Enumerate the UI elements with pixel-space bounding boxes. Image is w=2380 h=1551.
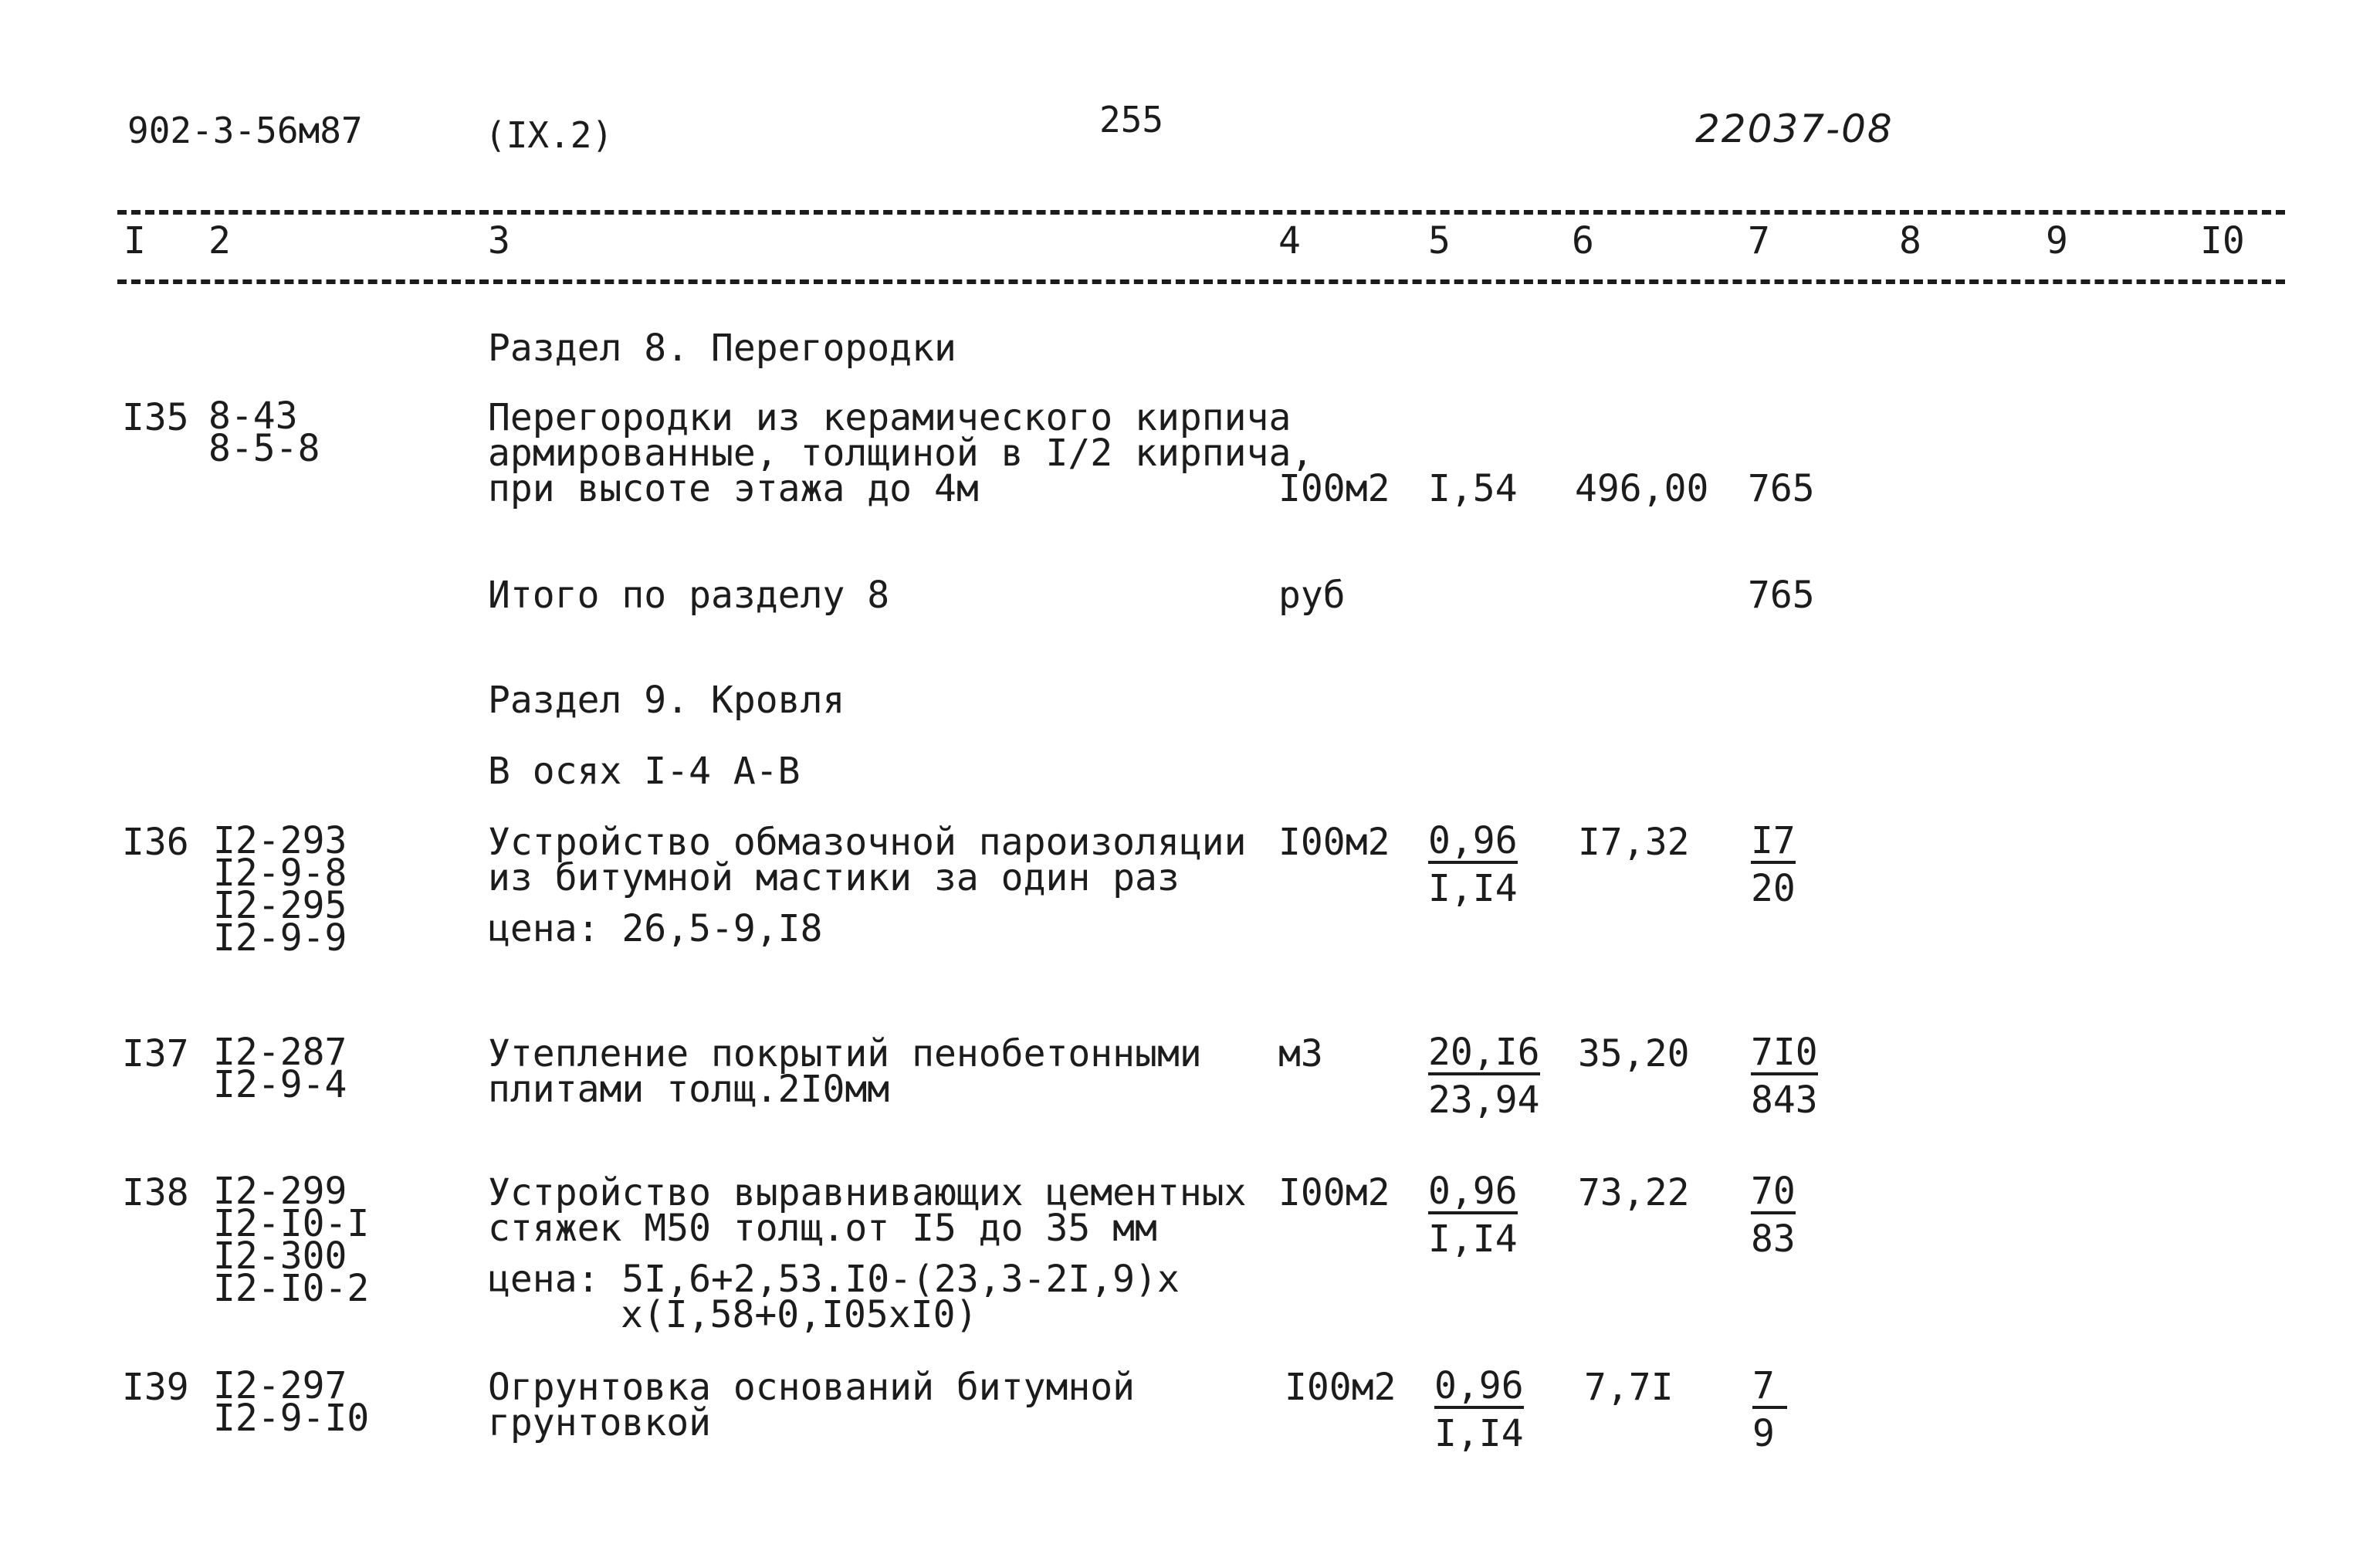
row-135-desc-line-3: при высоте этажа до 4м (488, 467, 979, 510)
row-137-code-2: I2-9-4 (213, 1063, 347, 1106)
row-136-description (488, 821, 1247, 899)
section-8-total-value: 765 (1748, 574, 1815, 617)
row-139-quantity-bottom: I,I4 (1434, 1412, 1524, 1455)
document-code: 902-3-56м87 (127, 110, 363, 151)
row-139-codes (213, 1364, 370, 1440)
row-135-quantity: I,54 (1428, 467, 1518, 510)
section-9-title: Раздел 9. Кровля (488, 679, 845, 722)
row-138-quantity-bottom: I,I4 (1428, 1217, 1518, 1261)
row-138-desc-line-1: Устройство выравнивающих цементных (488, 1171, 1247, 1214)
row-136-quantity (1428, 817, 1518, 913)
row-138-desc-line-2: стяжек М50 толщ.от I5 до 35 мм (488, 1207, 1157, 1250)
row-135-desc-line-1: Перегородки из керамического кирпича (488, 396, 1292, 439)
row-137-quantity-bottom: 23,94 (1428, 1079, 1540, 1122)
section-8-total-label: Итого по разделу 8 (488, 574, 890, 617)
row-136-quantity-top: 0,96 (1428, 819, 1518, 862)
col-header-1: I (124, 219, 146, 262)
row-138-number: I38 (122, 1171, 189, 1214)
row-136-desc-line-1: Устройство обмазочной пароизоляции (488, 821, 1247, 864)
col-header-5: 5 (1428, 219, 1451, 262)
section-9-subtitle: В осях I-4 А-В (488, 750, 801, 793)
col-header-4: 4 (1278, 219, 1301, 262)
row-137-total-top: 7I0 (1751, 1031, 1818, 1074)
row-137-total-bottom: 843 (1751, 1079, 1818, 1122)
section-code: (IX.2) (485, 114, 614, 156)
row-137-quantity (1428, 1028, 1540, 1124)
row-139-number: I39 (122, 1366, 189, 1409)
row-135-codes (208, 395, 320, 470)
row-137-total (1751, 1028, 1818, 1124)
row-137-unit: м3 (1278, 1032, 1323, 1075)
col-header-10: I0 (2200, 219, 2245, 262)
row-136-code-4: I2-9-9 (213, 916, 347, 960)
row-137-desc-line-1: Утепление покрытий пенобетонными (488, 1032, 1202, 1075)
row-136-code-2: I2-9-8 (213, 852, 347, 895)
col-header-6: 6 (1572, 219, 1594, 262)
row-139-quantity-top: 0,96 (1434, 1364, 1524, 1407)
section-8-total-unit: руб (1278, 574, 1346, 617)
row-139-total (1752, 1362, 1787, 1458)
row-138-code-4: I2-I0-2 (213, 1267, 370, 1310)
col-header-8: 8 (1899, 219, 1921, 262)
row-138-codes (213, 1170, 370, 1310)
row-135-description (488, 396, 1314, 510)
row-139-total-bottom: 9 (1752, 1412, 1775, 1455)
row-138-total-top: 70 (1751, 1170, 1796, 1213)
row-139-desc-line-1: Огрунтовка оснований битумной (488, 1366, 1136, 1409)
row-136-number: I36 (122, 821, 189, 864)
row-135-code-1: 8-43 (208, 395, 298, 438)
row-138-price-note (488, 1258, 1180, 1336)
row-138-unit: I00м2 (1278, 1171, 1390, 1214)
row-137-price: 35,20 (1578, 1032, 1690, 1075)
col-header-7: 7 (1748, 219, 1770, 262)
row-138-description (488, 1171, 1247, 1250)
row-138-price-note-line-1: цена: 5I,6+2,53.I0-(23,3-2I,9)х (488, 1258, 1180, 1301)
row-135-desc-line-2: армированные, толщиной в I/2 кирпича, (488, 432, 1314, 475)
row-136-total-top: I7 (1751, 819, 1796, 862)
row-138-code-1: I2-299 (213, 1170, 347, 1213)
row-139-description (488, 1366, 1136, 1444)
row-135-unit: I00м2 (1278, 467, 1390, 510)
row-139-price: 7,7I (1584, 1366, 1674, 1409)
row-136-codes (213, 819, 347, 960)
row-138-quantity-top: 0,96 (1428, 1170, 1518, 1213)
row-136-price-note: цена: 26,5-9,I8 (488, 907, 823, 950)
row-138-total (1751, 1167, 1796, 1263)
row-138-code-3: I2-300 (213, 1234, 347, 1278)
row-137-quantity-top: 20,I6 (1428, 1031, 1540, 1074)
row-138-price-note-line-2: х(I,58+0,I05хI0) (621, 1293, 978, 1336)
row-136-desc-line-2: из битумной мастики за один раз (488, 856, 1180, 899)
archive-stamp: 22037-08 (1695, 107, 1894, 151)
col-header-2: 2 (208, 219, 231, 262)
col-header-9: 9 (2046, 219, 2068, 262)
header-rule-bottom (117, 279, 2285, 284)
row-138-total-bottom: 83 (1751, 1217, 1796, 1261)
row-136-unit: I00м2 (1278, 821, 1390, 864)
page-number: 255 (1099, 99, 1164, 141)
row-137-number: I37 (122, 1032, 189, 1075)
row-137-description (488, 1032, 1202, 1111)
row-136-code-1: I2-293 (213, 819, 347, 862)
row-138-quantity (1428, 1167, 1518, 1263)
row-139-total-top: 7 (1752, 1366, 1787, 1409)
row-136-price: I7,32 (1578, 821, 1690, 864)
row-138-code-2: I2-I0-I (213, 1202, 370, 1245)
row-136-total-bottom: 20 (1751, 867, 1796, 910)
row-135-number: I35 (122, 396, 189, 439)
header-rule-top (117, 210, 2285, 215)
row-139-unit: I00м2 (1285, 1366, 1397, 1409)
row-137-codes (213, 1031, 347, 1106)
row-136-code-3: I2-295 (213, 884, 347, 927)
row-139-code-1: I2-297 (213, 1364, 347, 1407)
col-header-3: 3 (488, 219, 510, 262)
row-136-total (1751, 817, 1796, 913)
row-136-quantity-bottom: I,I4 (1428, 867, 1518, 910)
row-137-code-1: I2-287 (213, 1031, 347, 1074)
row-135-price: 496,00 (1575, 467, 1709, 510)
row-139-desc-line-2: грунтовкой (488, 1401, 711, 1444)
row-139-code-2: I2-9-I0 (213, 1397, 370, 1440)
section-8-title: Раздел 8. Перегородки (488, 327, 956, 370)
row-139-quantity (1434, 1362, 1524, 1458)
row-135-code-2: 8-5-8 (208, 427, 320, 470)
row-137-desc-line-2: плитами толщ.2I0мм (488, 1068, 890, 1111)
row-135-total: 765 (1748, 467, 1815, 510)
row-138-price: 73,22 (1578, 1171, 1690, 1214)
